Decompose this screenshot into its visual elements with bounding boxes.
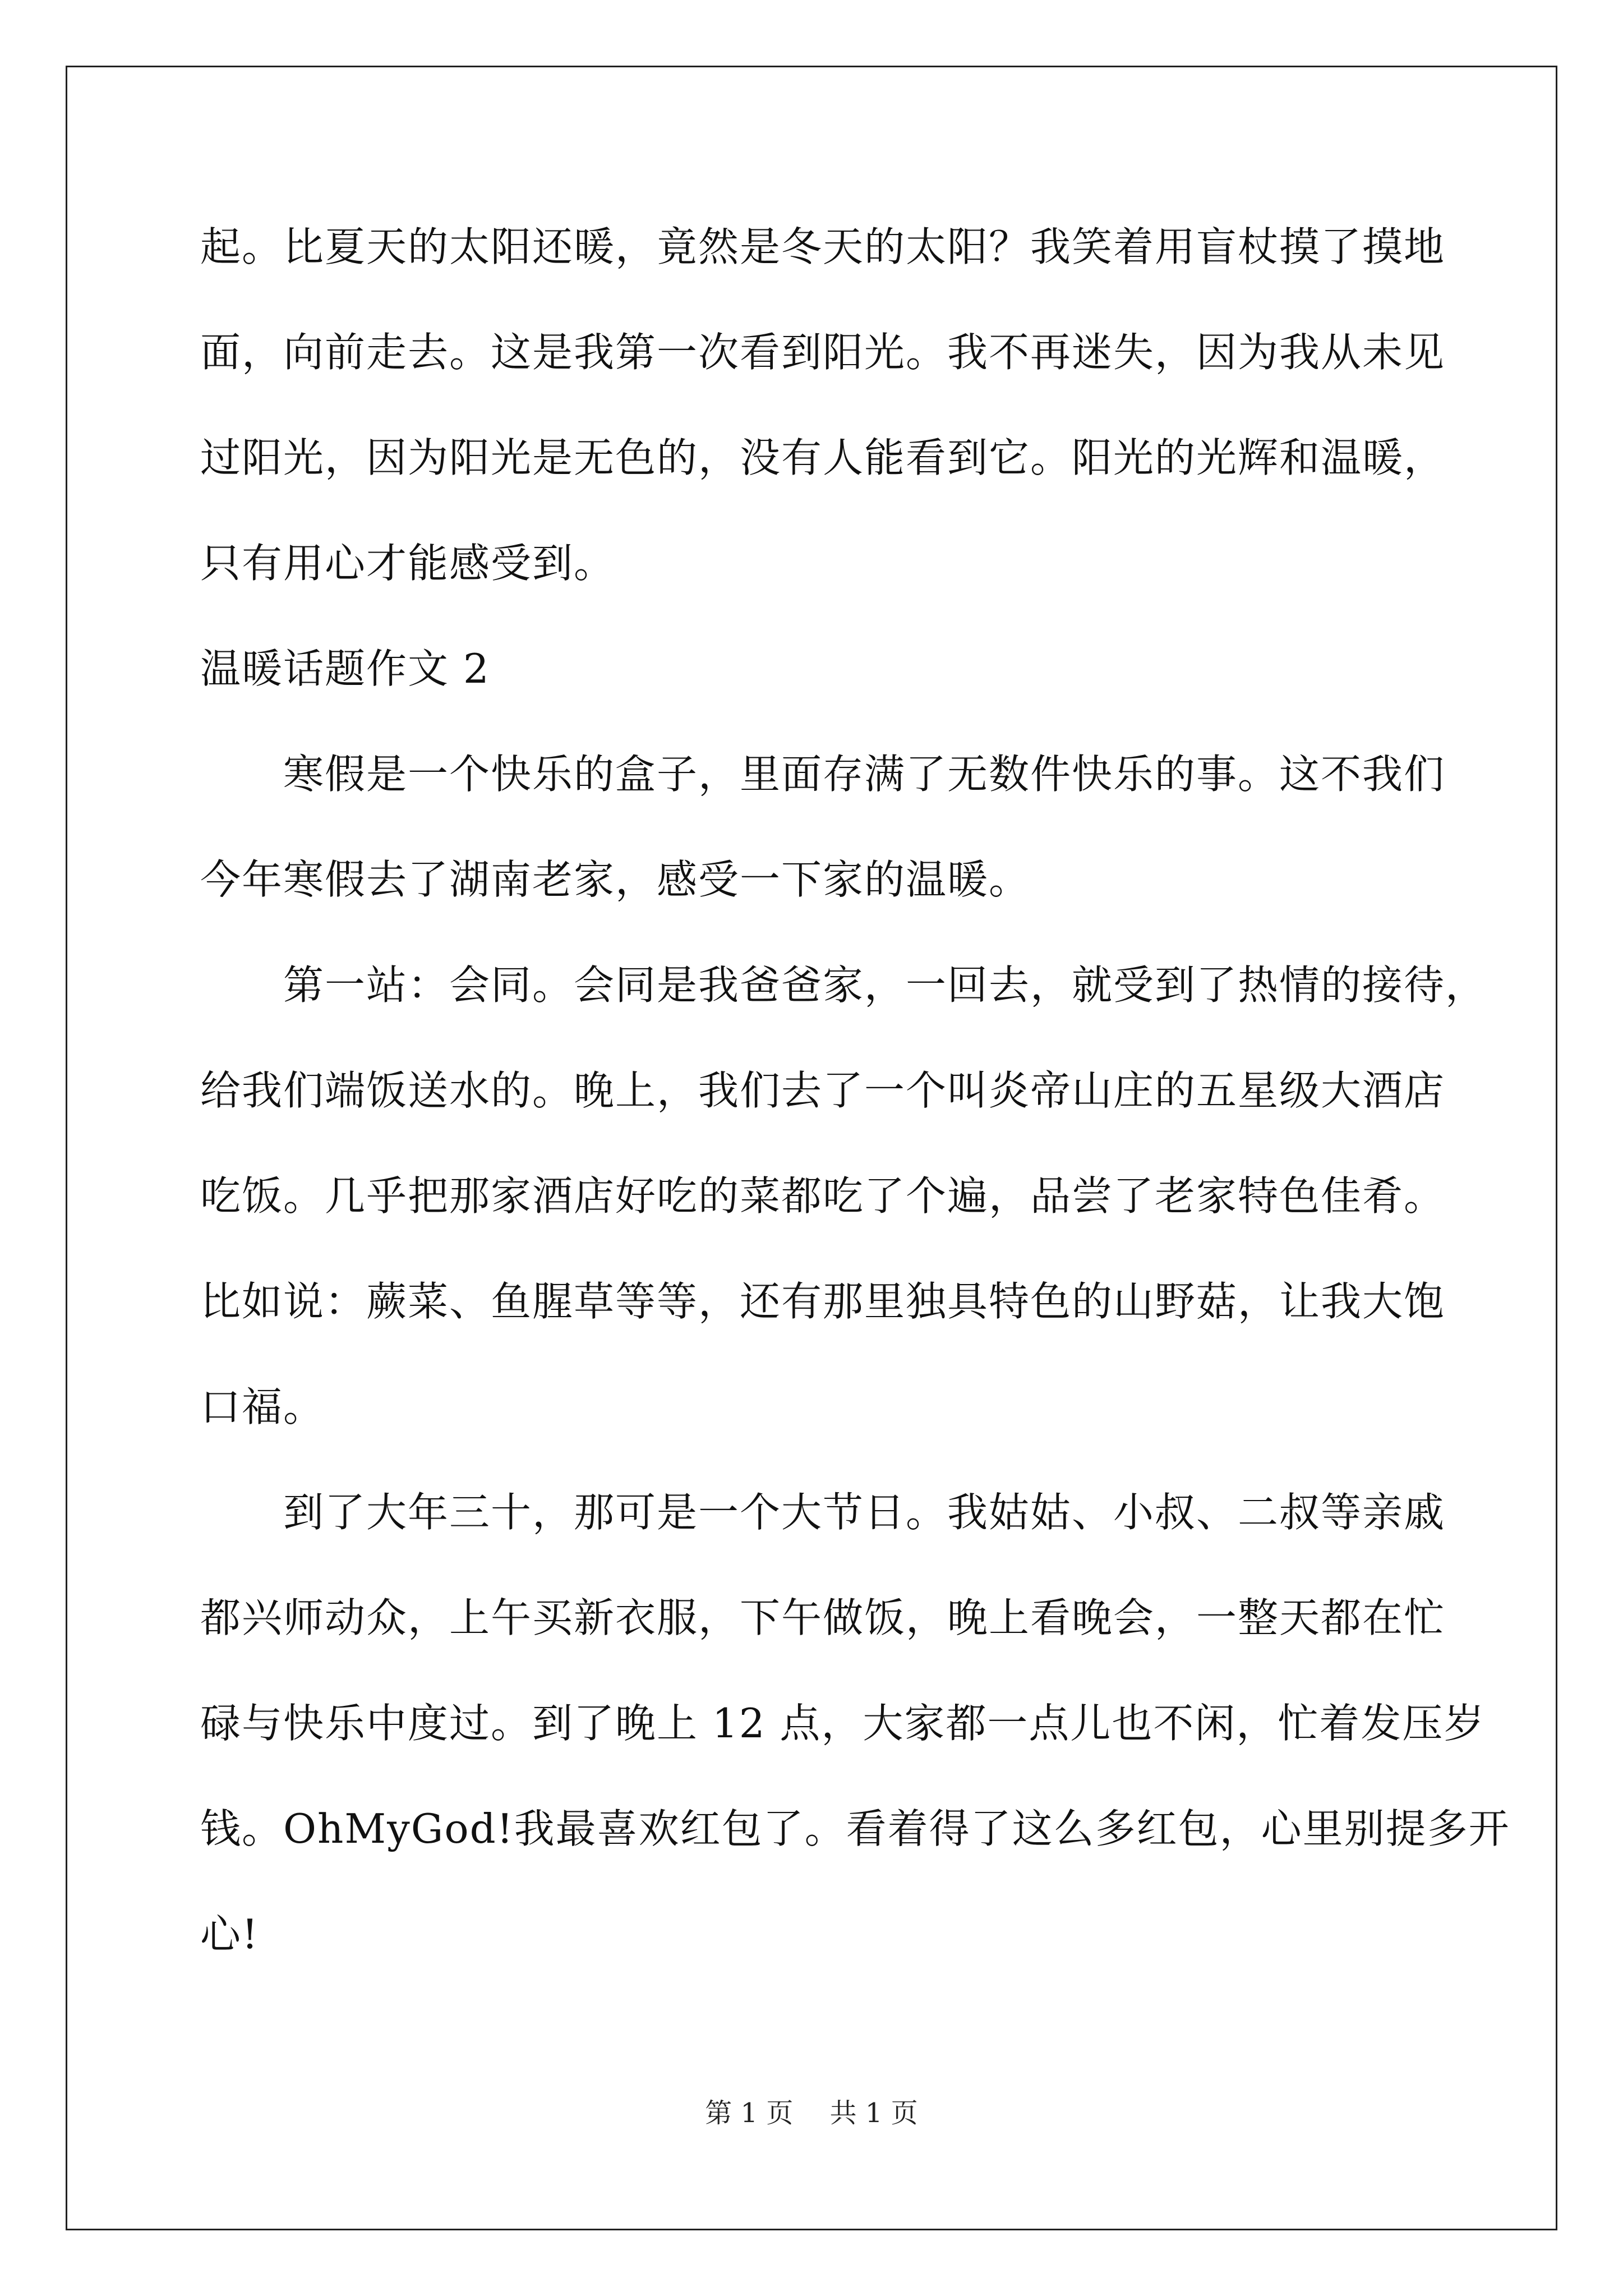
text-line: 比如说：蕨菜、鱼腥草等等，还有那里独具特色的山野菇，让我大饱 bbox=[200, 1278, 1446, 1325]
text-line: 寒假是一个快乐的盒子，里面存满了无数件快乐的事。这不我们 bbox=[283, 751, 1446, 798]
document-body bbox=[200, 213, 1510, 2006]
text-line: 都兴师动众，上午买新衣服，下午做饭，晚上看晚会，一整天都在忙 bbox=[200, 1594, 1446, 1641]
paragraph-1 bbox=[200, 213, 1446, 635]
page-number-current: 第 1 页 bbox=[705, 2097, 794, 2129]
text-line: 口福。 bbox=[200, 1383, 325, 1430]
text-line: 过阳光，因为阳光是无色的，没有人能看到它。阳光的光辉和温暖， bbox=[200, 434, 1446, 481]
text-line: 第一站：会同。会同是我爸爸家，一回去，就受到了热情的接待， bbox=[283, 961, 1487, 1009]
text-line: 今年寒假去了湖南老家，感受一下家的温暖。 bbox=[200, 856, 1031, 903]
page-footer bbox=[0, 2096, 1623, 2130]
text-line: 给我们端饭送水的。晚上，我们去了一个叫炎帝山庄的五星级大酒店 bbox=[200, 1067, 1446, 1114]
text-line: 到了大年三十，那可是一个大节日。我姑姑、小叔、二叔等亲戚 bbox=[283, 1489, 1446, 1536]
text-line: 碌与快乐中度过。到了晚上 12 点，大家都一点儿也不闲，忙着发压岁 bbox=[200, 1700, 1486, 1747]
paragraph-4 bbox=[200, 1479, 1510, 2006]
text-line: 吃饭。几乎把那家酒店好吃的菜都吃了个遍，品尝了老家特色佳肴。 bbox=[200, 1172, 1446, 1220]
text-line: 心! bbox=[200, 1911, 259, 1958]
section-heading: 温暖话题作文 2 bbox=[200, 645, 490, 692]
text-line: 钱。OhMyGod!我最喜欢红包了。看着得了这么多红包，心里别提多开 bbox=[200, 1805, 1510, 1852]
text-line: 只有用心才能感受到。 bbox=[200, 540, 616, 587]
text-line: 面，向前走去。这是我第一次看到阳光。我不再迷失，因为我从未见 bbox=[200, 329, 1446, 376]
page-number-total: 共 1 页 bbox=[829, 2097, 918, 2129]
paragraph-2 bbox=[200, 740, 1446, 951]
paragraph-3 bbox=[200, 951, 1487, 1479]
text-line: 起。比夏天的太阳还暖，竟然是冬天的太阳？我笑着用盲杖摸了摸地 bbox=[200, 223, 1446, 270]
